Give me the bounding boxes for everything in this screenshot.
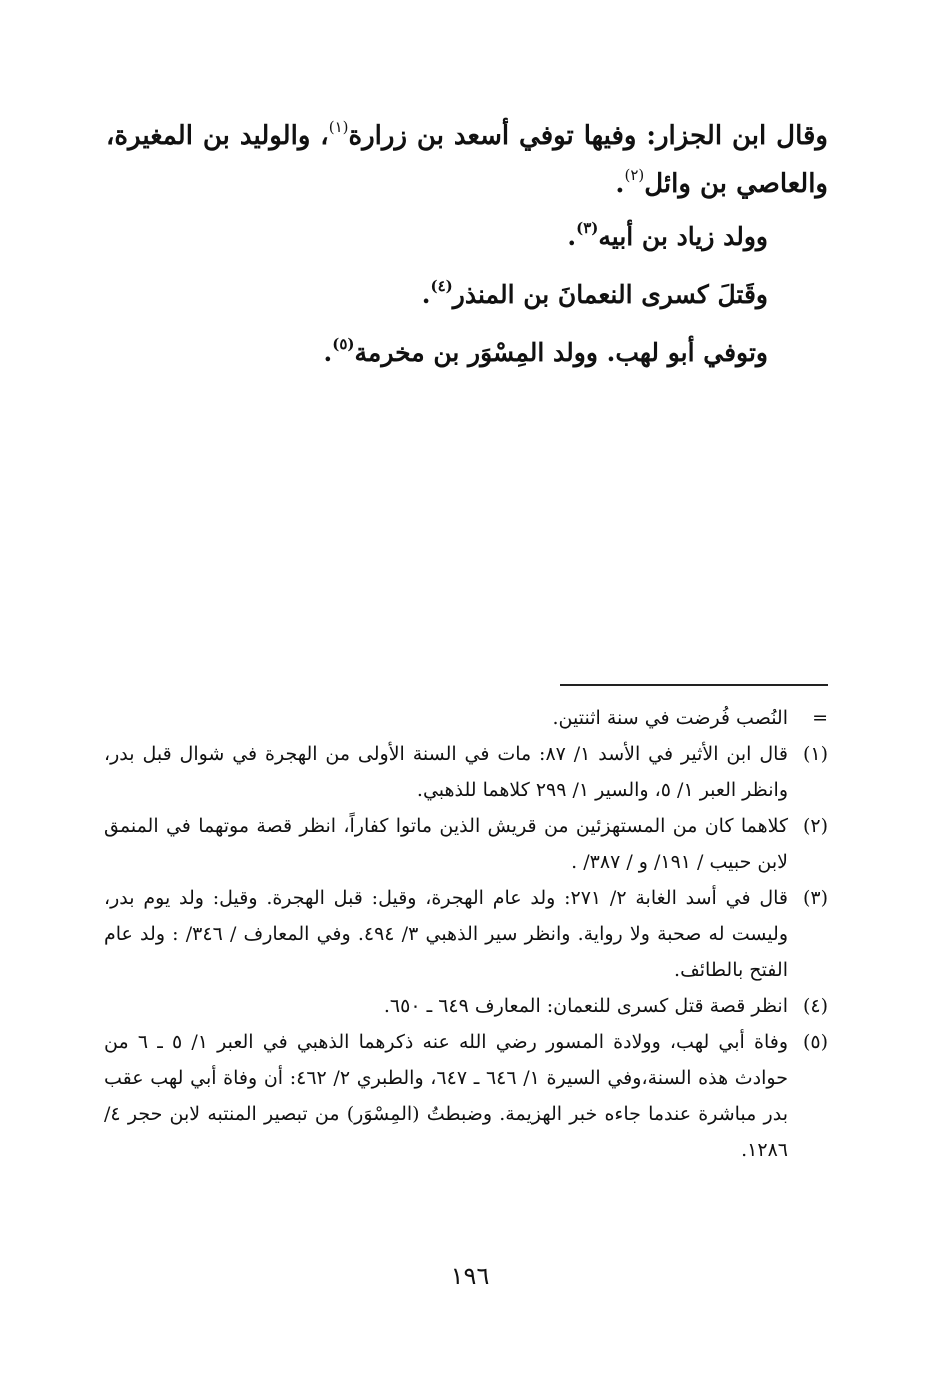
footnote-ref[interactable]: (١) xyxy=(328,118,349,136)
paragraph-end: . xyxy=(567,222,577,251)
footnote-number: (١) xyxy=(802,743,828,765)
paragraph-end: . xyxy=(615,169,625,199)
paragraph-abu-lahab xyxy=(106,324,828,382)
paragraph-ibn-al-jazzar xyxy=(106,112,828,208)
footnote-ref[interactable]: (٤) xyxy=(430,277,453,295)
paragraph-end: . xyxy=(323,338,333,367)
footnote-ref[interactable]: (٣) xyxy=(576,219,599,237)
main-text xyxy=(106,112,828,382)
footnote-text: كلاهما كان من المستهزئين من قريش الذين ماتوا كفاراً، انظر قصة موتهما في المنمق لابن حبيب / ١٩١/ و / ٣٨٧/ . xyxy=(104,815,788,873)
footnote-text: وفاة أبي لهب، وولادة المسور رضي الله عنه ذكرهما الذهبي في العبر ١/ ٥ ـ ٦ من حوادث هذه السنة،وفي السيرة ١/ ٦٤٦ ـ ٦٤٧، والطبري ٢/ ٤٦٢: أن وفاة أبي لهب عقب بدر مباشرة عندما جاءه خبر الهزيمة. وضبطتُ (المِسْوَر) من تبصير المنتبه لابن حجر ٤/ ١٢٨٦. xyxy=(104,1031,788,1161)
footnote-number: (٣) xyxy=(802,887,828,909)
footnotes xyxy=(104,700,828,1168)
paragraph-text: : وفيها توفي أسعد بن زرارة xyxy=(348,121,656,151)
footnote-5 xyxy=(104,1024,828,1168)
footnote-ref[interactable]: (٥) xyxy=(332,335,355,353)
footnote-text: قال في أسد الغابة ٢/ ٢٧١: ولد عام الهجرة، وقيل: قبل الهجرة. وقيل: ولد يوم بدر، وليست له صحبة ولا رواية. وانظر سير الذهبي ٣/ ٤٩٤. وفي المعارف / ٣٤٦/ : ولد عام الفتح بالطائف. xyxy=(104,887,789,981)
footnote-3 xyxy=(104,880,828,988)
paragraph-text: وقَتلَ كسرى النعمانَ بن المنذر xyxy=(452,280,768,309)
footnote-ref[interactable]: (٢) xyxy=(624,166,645,184)
footnote-continuation xyxy=(104,700,828,736)
footnote-number: (٥) xyxy=(802,1031,828,1053)
paragraph-end: . xyxy=(421,280,431,309)
paragraph-text: وولد زياد بن أبيه xyxy=(598,222,768,251)
footnote-text: قال ابن الأثير في الأسد ١/ ٨٧: مات في السنة الأولى من الهجرة في شوال قبل بدر، وانظر العبر ١/ ٥، والسير ١/ ٢٩٩ كلاهما للذهبي. xyxy=(104,743,788,801)
footnote-text: انظر قصة قتل كسرى للنعمان: المعارف ٦٤٩ ـ ٦٥٠. xyxy=(383,995,788,1017)
footnote-number: (٤) xyxy=(802,995,828,1017)
footnote-separator xyxy=(560,684,828,686)
paragraph-ziyad xyxy=(106,208,828,266)
footnote-number: = xyxy=(812,707,828,729)
footnote-4 xyxy=(104,988,828,1024)
page-number: ١٩٦ xyxy=(450,1262,490,1290)
speaker-name: وقال ابن الجزار xyxy=(656,121,828,151)
footnote-number: (٢) xyxy=(802,815,828,837)
footnote-2 xyxy=(104,808,828,880)
footnote-text: النُصب فُرضت في سنة اثنتين. xyxy=(552,707,788,729)
footnote-1 xyxy=(104,736,828,808)
paragraph-text: ، والوليد بن المغيرة، والعاصي بن وائل xyxy=(106,121,828,199)
paragraph-text: وتوفي أبو لهب. وولد المِسْوَر بن مخرمة xyxy=(354,338,768,367)
paragraph-kisra xyxy=(106,266,828,324)
